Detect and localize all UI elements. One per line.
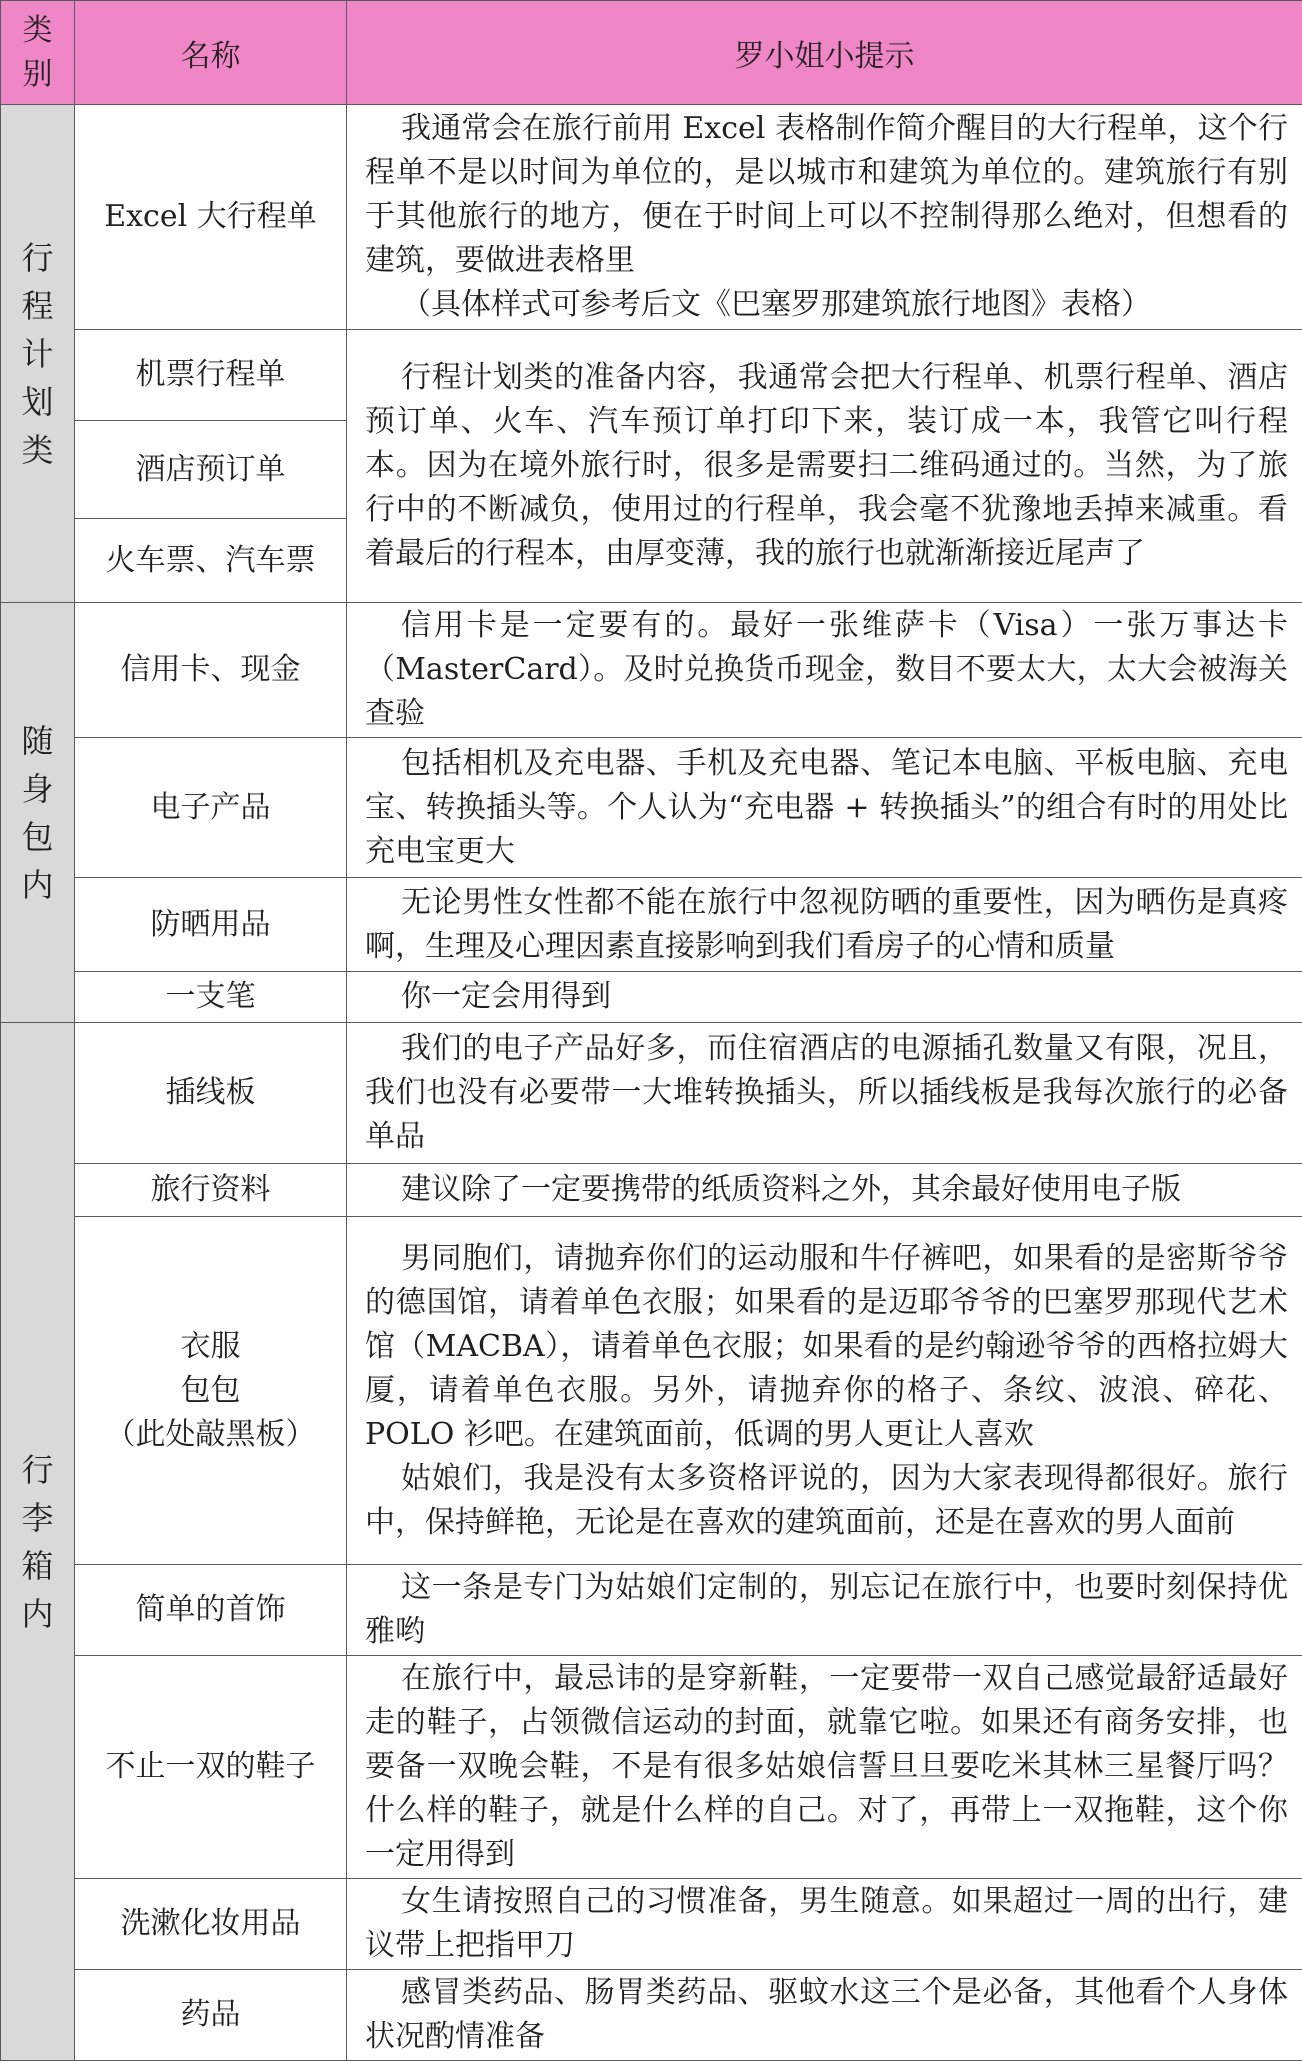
table-row	[1, 330, 1302, 421]
item-name: 电子产品	[75, 738, 347, 878]
table-row	[1, 603, 1302, 738]
item-tip: 包括相机及充电器、手机及充电器、笔记本电脑、平板电脑、充电宝、转换插头等。个人认为“充电器 + 转换插头”的组合有时的用处比充电宝更大	[347, 738, 1302, 878]
item-name: 旅行资料	[75, 1164, 347, 1217]
item-name: 洗漱化妆用品	[75, 1879, 347, 1970]
item-name-line: （此处敲黑板）	[83, 1413, 338, 1457]
item-name: 一支笔	[75, 972, 347, 1023]
header-tip: 罗小姐小提示	[347, 1, 1302, 105]
item-name	[75, 1217, 347, 1565]
item-name-line: 衣服	[83, 1325, 338, 1369]
item-name: 简单的首饰	[75, 1565, 347, 1656]
item-tip: 行程计划类的准备内容，我通常会把大行程单、机票行程单、酒店预订单、火车、汽车预订单打印下来，装订成一本，我管它叫行程本。因为在境外旅行时，很多是需要扫二维码通过的。当然，为了旅行中的不断减负，使用过的行程单，我会毫不犹豫地丢掉来减重。看着最后的行程本，由厚变薄，我的旅行也就渐渐接近尾声了	[347, 330, 1302, 603]
table-row	[1, 1565, 1302, 1656]
item-name: 信用卡、现金	[75, 603, 347, 738]
item-name: Excel 大行程单	[75, 105, 347, 330]
table-row	[1, 105, 1302, 330]
table-row	[1, 1023, 1302, 1164]
table-row	[1, 878, 1302, 972]
table-row	[1, 1164, 1302, 1217]
item-tip: 我们的电子产品好多，而住宿酒店的电源插孔数量又有限，况且，我们也没有必要带一大堆转换插头，所以插线板是我每次旅行的必备单品	[347, 1023, 1302, 1164]
item-tip: 建议除了一定要携带的纸质资料之外，其余最好使用电子版	[347, 1164, 1302, 1217]
item-name-line: 包包	[83, 1369, 338, 1413]
item-tip: 感冒类药品、肠胃类药品、驱蚊水这三个是必备，其他看个人身体状况酌情准备	[347, 1970, 1302, 2061]
table-row	[1, 1217, 1302, 1565]
table-row	[1, 738, 1302, 878]
item-name: 防晒用品	[75, 878, 347, 972]
item-tip: 我通常会在旅行前用 Excel 表格制作简介醒目的大行程单，这个行程单不是以时间为单位的，是以城市和建筑为单位的。建筑旅行有别于其他旅行的地方，便在于时间上可以不控制得那么绝对，但想看的建筑，要做进表格里 （具体样式可参考后文《巴塞罗那建筑旅行地图》表格）	[347, 105, 1302, 330]
item-name: 酒店预订单	[75, 421, 347, 519]
table-row	[1, 972, 1302, 1023]
item-tip: 这一条是专门为姑娘们定制的，别忘记在旅行中，也要时刻保持优雅哟	[347, 1565, 1302, 1656]
item-tip: 女生请按照自己的习惯准备，男生随意。如果超过一周的出行，建议带上把指甲刀	[347, 1879, 1302, 1970]
item-name: 不止一双的鞋子	[75, 1656, 347, 1879]
item-name: 插线板	[75, 1023, 347, 1164]
item-tip: 在旅行中，最忌讳的是穿新鞋，一定要带一双自己感觉最舒适最好走的鞋子，占领微信运动的封面，就靠它啦。如果还有商务安排，也要备一双晚会鞋，不是有很多姑娘信誓旦旦要吃米其林三星餐厅吗？什么样的鞋子，就是什么样的自己。对了，再带上一双拖鞋，这个你一定用得到	[347, 1656, 1302, 1879]
item-name: 火车票、汽车票	[75, 519, 347, 603]
item-name: 药品	[75, 1970, 347, 2061]
item-name: 机票行程单	[75, 330, 347, 421]
item-tip: 你一定会用得到	[347, 972, 1302, 1023]
table-header-row	[1, 1, 1302, 105]
item-tip: 无论男性女性都不能在旅行中忽视防晒的重要性，因为晒伤是真疼啊，生理及心理因素直接影响到我们看房子的心情和质量	[347, 878, 1302, 972]
category-cell: 行李箱内	[1, 1023, 75, 2061]
header-category: 类别	[1, 1, 75, 105]
table-row	[1, 1656, 1302, 1879]
table-row	[1, 1879, 1302, 1970]
header-name: 名称	[75, 1, 347, 105]
item-tip: 信用卡是一定要有的。最好一张维萨卡（Visa）一张万事达卡（MasterCard）。及时兑换货币现金，数目不要太大，太大会被海关查验	[347, 603, 1302, 738]
category-cell: 行程计划类	[1, 105, 75, 603]
category-cell: 随身包内	[1, 603, 75, 1023]
item-tip: 男同胞们，请抛弃你们的运动服和牛仔裤吧，如果看的是密斯爷爷的德国馆，请着单色衣服；如果看的是迈耶爷爷的巴塞罗那现代艺术馆（MACBA），请着单色衣服；如果看的是约翰逊爷爷的西格拉姆大厦，请着单色衣服。另外，请抛弃你的格子、条纹、波浪、碎花、POLO 衫吧。在建筑面前，低调的男人更让人喜欢 姑娘们，我是没有太多资格评说的，因为大家表现得都很好。旅行中，保持鲜艳，无论是在喜欢的建筑面前，还是在喜欢的男人面前	[347, 1217, 1302, 1565]
table-row	[1, 1970, 1302, 2061]
